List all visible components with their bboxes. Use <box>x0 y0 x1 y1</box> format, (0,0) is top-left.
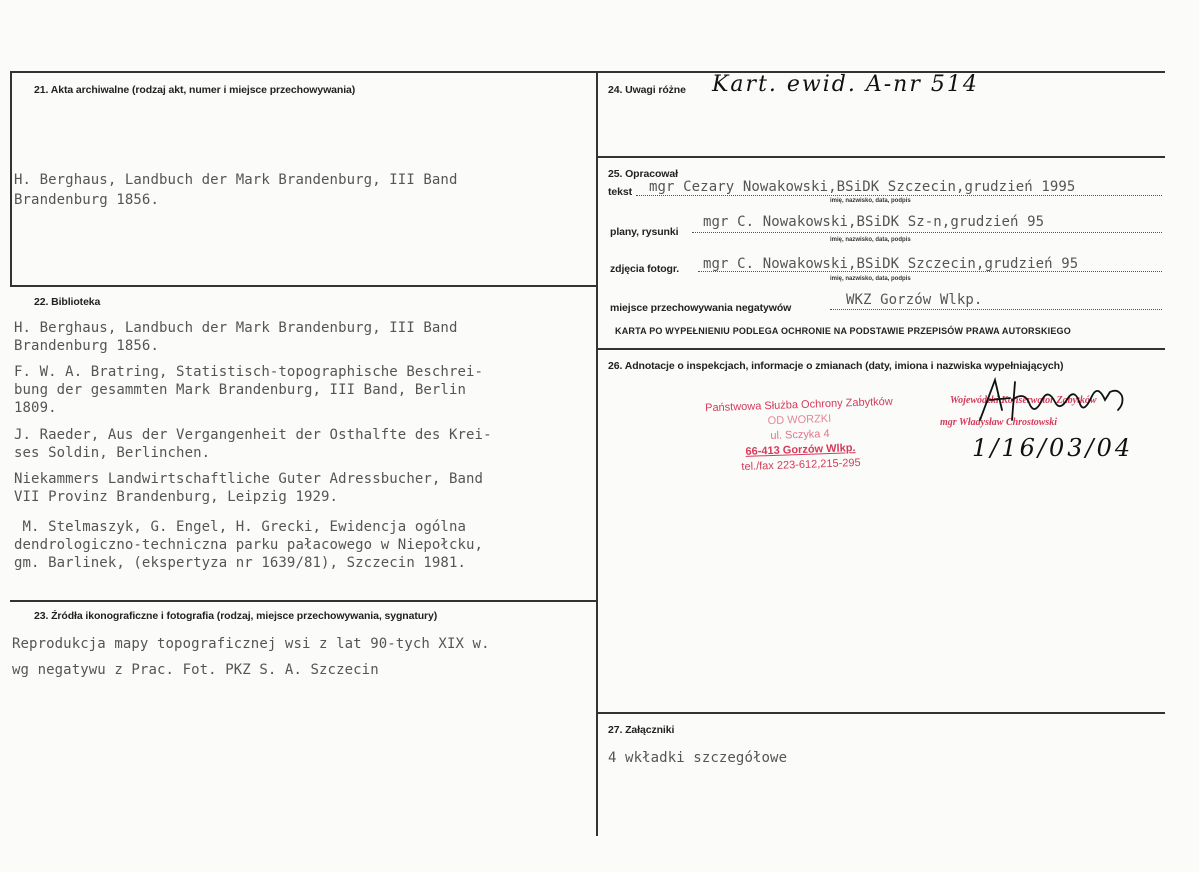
sec22-entry-4-line-1: Niekammers Landwirtschaftliche Guter Adressbucher, Band <box>14 471 484 487</box>
sec24-handwritten-note: Kart. ewid. A-nr 514 <box>712 72 979 97</box>
zdjecia-label: zdjęcia fotogr. <box>610 263 680 275</box>
rule-25-26 <box>596 348 1165 350</box>
sec22-entry-1-line-2: Brandenburg 1856. <box>14 338 159 354</box>
sec27-label: 27. Załączniki <box>608 724 675 736</box>
sec22-entry-5-line-3: gm. Barlinek, (ekspertyza nr 1639/81), Szczecin 1981. <box>14 555 467 571</box>
zdjecia-dotted-line <box>698 271 1162 272</box>
copyright-notice: KARTA PO WYPEŁNIENIU PODLEGA OCHRONIE NA PODSTAWIE PRZEPISÓW PRAWA AUTORSKIEGO <box>615 326 1071 336</box>
zdjecia-sublabel: imię, nazwisko, data, podpis <box>830 276 911 282</box>
rule-26-27 <box>596 712 1165 714</box>
zdjecia-value: mgr C. Nowakowski,BSiDK Szczecin,grudzień 95 <box>703 256 1079 272</box>
center-rule <box>596 71 598 836</box>
sec23-line-1: Reprodukcja mapy topograficznej wsi z lat 90-tych XIX w. <box>12 636 490 652</box>
sec21-line-2: Brandenburg 1856. <box>14 192 159 208</box>
tekst-label: tekst <box>608 186 633 198</box>
sec22-entry-4-line-2: VII Provinz Brandenburg, Leipzig 1929. <box>14 489 339 505</box>
plany-label: plany, rysunki <box>610 226 679 238</box>
sec27-value: 4 wkładki szczegółowe <box>608 750 788 766</box>
stamp-line-1: Państwowa Służba Ochrony Zabytków <box>704 395 893 415</box>
plany-value: mgr C. Nowakowski,BSiDK Sz-n,grudzień 95 <box>703 214 1045 230</box>
sec22-entry-1-line-1: H. Berghaus, Landbuch der Mark Brandenburg, III Band <box>14 320 458 336</box>
conservator-stamp-line-1: Wojewódzki Konserwator Zabytków <box>950 395 1097 406</box>
miejsce-label: miejsce przechowywania negatywów <box>610 302 792 314</box>
stamp-line-5: tel./fax 223-612,215-295 <box>741 456 861 474</box>
sec22-entry-5-line-1: M. Stelmaszyk, G. Engel, H. Grecki, Ewidencja ogólna <box>14 519 467 535</box>
sec22-entry-2-line-3: 1809. <box>14 400 57 416</box>
stamp-line-3: ul. Sczyka 4 <box>770 427 830 443</box>
office-stamp <box>689 394 911 477</box>
tekst-value: mgr Cezary Nowakowski,BSiDK Szczecin,grudzień 1995 <box>649 179 1076 195</box>
sec22-entry-2-line-1: F. W. A. Bratring, Statistisch-topographische Beschrei- <box>14 364 484 380</box>
sec22-entry-5-line-2: dendrologiczno-techniczna parku pałacowego w Niepołcku, <box>14 537 484 553</box>
sec23-line-2: wg negatywu z Prac. Fot. PKZ S. A. Szczecin <box>12 662 379 678</box>
sec26-label: 26. Adnotacje o inspekcjach, informacje o zmianach (daty, imiona i nazwiska wypełniających) <box>608 360 1064 372</box>
top-rule <box>10 71 1165 73</box>
rule-24-25 <box>596 156 1165 158</box>
left-rule <box>10 71 12 287</box>
sec22-entry-3-line-2: ses Soldin, Berlinchen. <box>14 445 211 461</box>
plany-dotted-line <box>692 232 1162 233</box>
tekst-sublabel: imię, nazwisko, data, podpis <box>830 198 911 204</box>
sec23-label: 23. Źródła ikonograficzne i fotografia (rodzaj, miejsce przechowywania, sygnatury) <box>34 610 438 622</box>
stamp-line-4: 66-413 Gorzów Wlkp. <box>745 442 856 458</box>
rule-22-23 <box>10 600 598 602</box>
tekst-dotted-line <box>636 195 1162 196</box>
plany-sublabel: imię, nazwisko, data, podpis <box>830 237 911 243</box>
sec22-label: 22. Biblioteka <box>34 296 101 308</box>
inspection-date: 1/16/03/04 <box>972 434 1134 462</box>
rule-21-22 <box>10 285 598 287</box>
miejsce-value: WKZ Gorzów Wlkp. <box>846 292 983 308</box>
sec22-entry-3-line-1: J. Raeder, Aus der Vergangenheit der Osthalfte des Krei- <box>14 427 492 443</box>
signature <box>960 370 1140 430</box>
miejsce-dotted-line <box>830 309 1162 310</box>
sec25-label: 25. Opracował <box>608 168 678 180</box>
conservator-stamp-line-2: mgr Władysław Chrostowski <box>940 417 1058 428</box>
sec21-line-1: H. Berghaus, Landbuch der Mark Brandenburg, III Band <box>14 172 458 188</box>
sec24-label: 24. Uwagi różne <box>608 84 686 96</box>
stamp-line-2: OD WORZKI <box>767 412 832 428</box>
sec22-entry-2-line-2: bung der gesammten Mark Brandenburg, III Band, Berlin <box>14 382 467 398</box>
sec21-label: 21. Akta archiwalne (rodzaj akt, numer i miejsce przechowywania) <box>34 84 356 96</box>
